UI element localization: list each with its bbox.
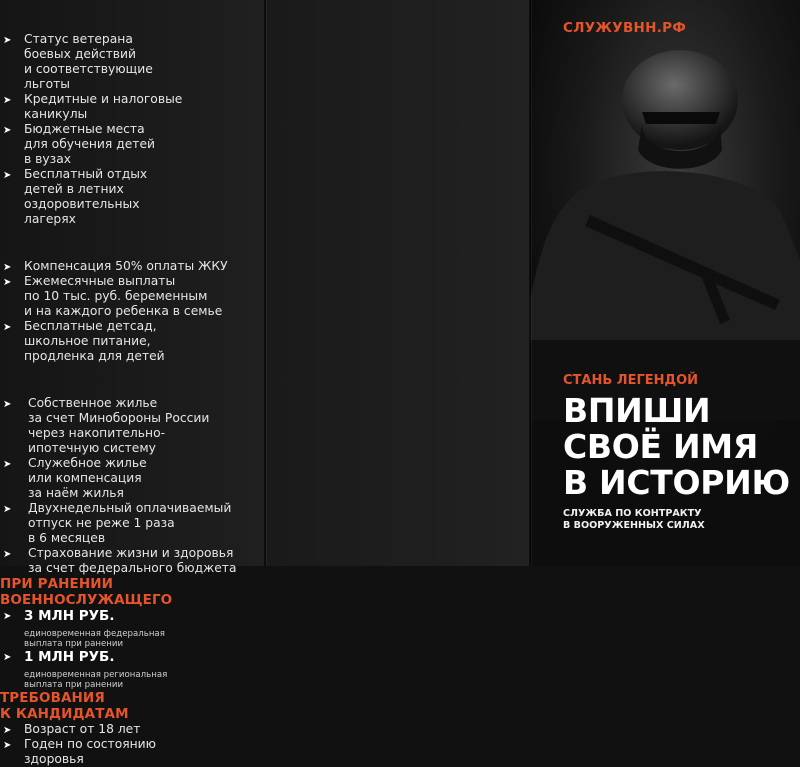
arrow-right-icon: ➤ <box>3 459 12 470</box>
list-item: ➤ Страхование жизни и здоровья за счет федерального бюджета <box>3 546 237 575</box>
arrow-right-icon: ➤ <box>3 35 12 46</box>
arrow-right-icon: ➤ <box>3 725 12 736</box>
tagline <box>563 508 705 532</box>
arrow-right-icon: ➤ <box>3 652 12 663</box>
title-line: ТРЕБОВАНИЯ <box>0 690 105 706</box>
list-item: ➤ Возраст от 18 лет <box>3 722 141 736</box>
legend-slogan: СТАНЬ ЛЕГЕНДОЙ <box>563 373 699 388</box>
list-item: ➤ Кредитные и налоговые каникулы <box>3 92 183 121</box>
arrow-right-icon: ➤ <box>3 549 12 560</box>
arrow-right-icon: ➤ <box>3 125 12 136</box>
title-line: К КАНДИДАТАМ <box>0 706 129 722</box>
arrow-right-icon: ➤ <box>3 277 12 288</box>
arrow-right-icon: ➤ <box>3 262 12 273</box>
requirements-list <box>0 722 800 767</box>
tagline-line: СЛУЖБА ПО КОНТРАКТУ <box>563 508 702 519</box>
title-line: ВОЕННОСЛУЖАЩЕГО <box>0 592 173 608</box>
wounded-title <box>0 576 800 608</box>
list-item: ➤ Статус ветерана боевых действий и соответствующие льготы <box>3 32 153 91</box>
tagline-line: В ВООРУЖЕННЫХ СИЛАХ <box>563 520 705 531</box>
headline-line: В ИСТОРИЮ <box>563 463 790 502</box>
title-line: ПРИ РАНЕНИИ <box>0 576 114 592</box>
list-item: ➤ Бесплатный отдых детей в летних оздоровительных лагерях <box>3 167 148 226</box>
requirements-title <box>0 690 800 722</box>
wounded-payments-list <box>0 608 800 690</box>
payment-amount: 3 МЛН РУБ. <box>24 608 115 624</box>
payment-description: единовременная федеральная выплата при ранении <box>24 629 165 649</box>
headline-line: СВОЁ ИМЯ <box>563 427 758 466</box>
arrow-right-icon: ➤ <box>3 611 12 622</box>
list-item: ➤ Ежемесячные выплаты по 10 тыс. руб. беременным и на каждого ребенка в семье <box>3 274 223 318</box>
site-url: СЛУЖУВНН.РФ <box>563 20 687 36</box>
list-item <box>0 649 800 690</box>
fold-line <box>529 0 531 566</box>
list-item <box>0 608 800 649</box>
list-item: ➤ Собственное жилье за счет Минобороны России через накопительно- ипотечную систему <box>3 396 210 455</box>
arrow-right-icon: ➤ <box>3 504 12 515</box>
headline-line: ВПИШИ <box>563 391 711 430</box>
arrow-right-icon: ➤ <box>3 322 12 333</box>
arrow-right-icon: ➤ <box>3 740 12 751</box>
list-item: ➤ Служебное жилье или компенсация за наём жилья <box>3 456 147 500</box>
arrow-right-icon: ➤ <box>3 170 12 181</box>
arrow-right-icon: ➤ <box>3 399 12 410</box>
headline <box>563 393 790 501</box>
list-item: ➤ Компенсация 50% оплаты ЖКУ <box>3 259 228 273</box>
arrow-right-icon: ➤ <box>3 95 12 106</box>
list-item: ➤ Годен по состоянию здоровья <box>3 737 157 766</box>
payment-description: единовременная региональная выплата при ранении <box>24 670 168 690</box>
list-item: ➤ Бюджетные места для обучения детей в вузах <box>3 122 156 166</box>
fold-line <box>264 0 266 566</box>
list-item: ➤ Бесплатные детсад, школьное питание, продленка для детей <box>3 319 165 363</box>
list-item: ➤ Двухнедельный оплачиваемый отпуск не реже 1 раза в 6 месяцев <box>3 501 232 545</box>
payment-amount: 1 МЛН РУБ. <box>24 649 115 665</box>
